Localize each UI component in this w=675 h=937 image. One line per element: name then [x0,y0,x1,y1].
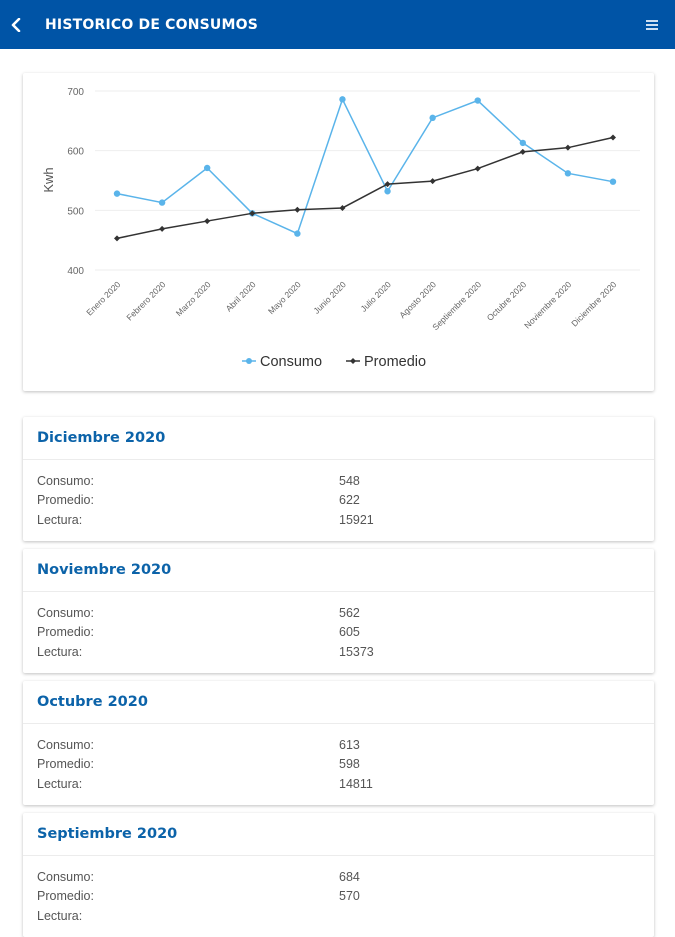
entry-month: Octubre 2020 [37,694,148,710]
promedio-row [37,493,637,512]
divider [23,459,654,460]
y-tick-label: 500 [67,206,84,218]
divider [23,723,654,724]
consumo-value: 548 [339,474,360,488]
y-tick-label: 400 [67,266,84,277]
data-point [204,165,210,171]
entry-month: Diciembre 2020 [37,430,166,446]
consumo-label: Consumo: [37,606,94,620]
legend-marker [246,358,252,364]
back-button[interactable] [0,0,32,49]
lectura-label: Lectura: [37,513,83,527]
data-point [384,188,390,194]
data-point [475,97,481,103]
data-point [294,230,300,236]
x-tick-label: Agosto 2020 [397,279,439,321]
lectura-row [37,645,637,664]
data-point [610,178,616,184]
x-tick-label: Enero 2020 [84,279,123,318]
entry-month: Noviembre 2020 [37,562,172,578]
consumo-row [37,870,637,889]
x-tick-label: Noviembre 2020 [522,279,574,331]
y-tick-label: 600 [67,146,84,158]
consumo-row [37,738,637,757]
series-line-consumo [117,99,613,233]
lectura-label: Lectura: [37,777,83,791]
data-point [520,140,526,146]
y-axis-label: Kwh [41,167,56,193]
promedio-value: 605 [339,625,360,639]
data-point [159,226,165,232]
x-tick-label: Julio 2020 [358,279,393,314]
chevron-left-icon [10,18,22,32]
data-point [520,149,526,155]
data-point [475,166,481,172]
promedio-value: 622 [339,493,360,507]
x-tick-label: Junio 2020 [311,279,348,316]
data-point [429,115,435,121]
lectura-row [37,777,637,796]
consumo-row [37,606,637,625]
y-tick-label: 700 [67,87,84,98]
menu-button[interactable] [646,18,658,30]
lectura-row [37,909,637,928]
data-point [114,190,120,196]
entry-card[interactable] [23,417,654,541]
legend-marker [350,358,356,364]
data-point [294,207,300,213]
entry-card[interactable] [23,813,654,937]
consumo-label: Consumo: [37,738,94,752]
x-tick-label: Septiembre 2020 [430,279,484,333]
consumo-label: Consumo: [37,474,94,488]
consumo-row [37,474,637,493]
x-tick-label: Febrero 2020 [124,279,168,323]
chart-card [23,73,654,391]
data-point [159,199,165,205]
lectura-label: Lectura: [37,909,83,923]
promedio-row [37,889,637,908]
promedio-label: Promedio: [37,889,94,903]
lectura-value: 15921 [339,513,374,527]
divider [23,591,654,592]
data-point [610,135,616,141]
x-tick-label: Diciembre 2020 [569,279,619,329]
promedio-label: Promedio: [37,625,94,639]
lectura-row [37,513,637,532]
data-point [114,235,120,241]
consumo-label: Consumo: [37,870,94,884]
entry-card[interactable] [23,549,654,673]
legend-label: Consumo [260,354,323,370]
consumo-value: 684 [339,870,360,884]
entry-month: Septiembre 2020 [37,826,178,842]
menu-icon [646,19,658,31]
promedio-label: Promedio: [37,757,94,771]
promedio-value: 598 [339,757,360,771]
consumo-value: 562 [339,606,360,620]
data-point [565,170,571,176]
promedio-value: 570 [339,889,360,903]
lectura-label: Lectura: [37,645,83,659]
x-tick-label: Abril 2020 [223,279,258,314]
x-tick-label: Mayo 2020 [265,279,303,317]
app-header [0,0,675,49]
promedio-label: Promedio: [37,493,94,507]
data-point [339,96,345,102]
page-title: HISTORICO DE CONSUMOS [45,16,259,33]
entry-card[interactable] [23,681,654,805]
promedio-row [37,625,637,644]
data-point [430,178,436,184]
x-tick-label: Marzo 2020 [173,279,213,319]
lectura-value: 14811 [339,777,373,791]
data-point [565,145,571,151]
x-tick-label: Octubre 2020 [484,279,529,323]
lectura-value: 15373 [339,645,374,659]
consumo-value: 613 [339,738,360,752]
data-point [204,218,210,224]
legend-label: Promedio [364,354,427,370]
divider [23,855,654,856]
promedio-row [37,757,637,776]
consumption-chart [23,73,654,391]
